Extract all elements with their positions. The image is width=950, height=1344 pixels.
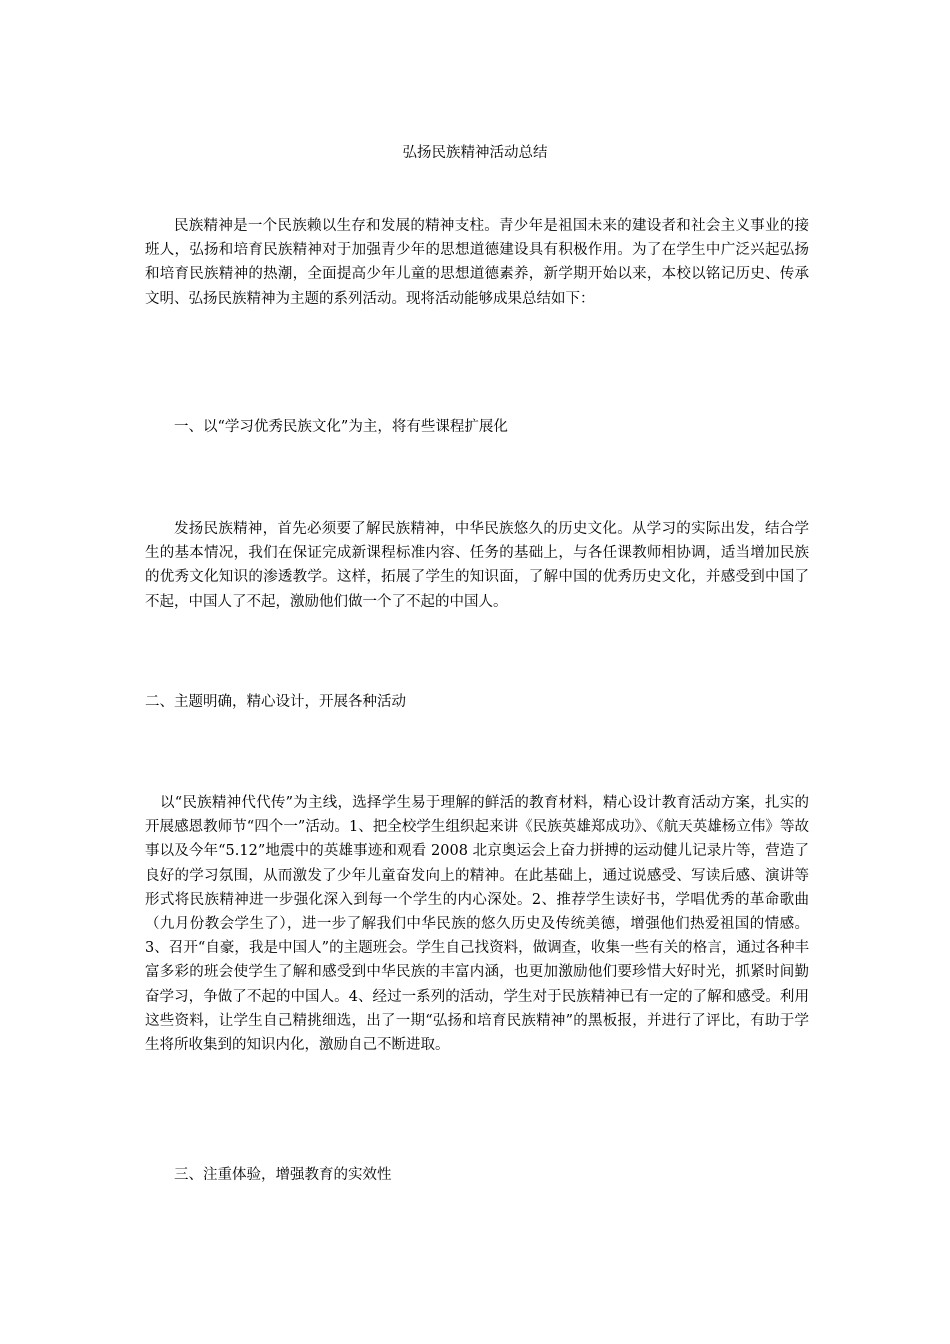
section-1-paragraph: 发扬民族精神，首先必须要了解民族精神，中华民族悠久的历史文化。从学习的实际出发，结合学生的基本情况，我们在保证完成新课程标准内容、任务的基础上，与各任课教师相协调，适当增加民族的优秀文化知识的渗透教学。这样，拓展了学生的知识面，了解中国的优秀历史文化，并感受到中国了不起，中国人了不起，激励他们做一个了不起的中国人。 bbox=[145, 521, 809, 610]
section-1-heading: 一、以“学习优秀民族文化”为主，将有些课程扩展化 bbox=[174, 419, 508, 435]
section-2-paragraph: 以“民族精神代代传”为主线，选择学生易于理解的鲜活的教育材料，精心设计教育活动方案，扎实的开展感恩教师节“四个一”活动。1、把全校学生组织起来讲《民族英雄郑成功》、《航天英雄杨立伟》等故事以及今年“5.12”地震中的英雄事迹和观看 2008 北京奥运会上奋力拼搏的运动健儿记录片等，营造了良好的学习氛围，从而激发了少年儿童奋发向上的精神。在此基础上，通过说感受、写读后感、演讲等形式将民族精神进一步强化深入到每一个学生的内心深处。2、推荐学生读好书，学唱优秀的革命歌曲（九月份教会学生了），进一步了解我们中华民族的悠久历史及传统美德，增强他们热爱祖国的情感。3、召开“自豪，我是中国人”的主题班会。学生自己找资料，做调查，收集一些有关的格言，通过各种丰富多彩的班会使学生了解和感受到中华民族的丰富内涵，也更加激励他们要珍惜大好时光，抓紧时间勤奋学习，争做了不起的中国人。4、经过一系列的活动，学生对于民族精神已有一定的了解和感受。利用这些资料，让学生自己精挑细选，出了一期“弘扬和培育民族精神”的黑板报，并进行了评比，有助于学生将所收集到的知识内化，激励自己不断进取。 bbox=[145, 795, 810, 1054]
intro-paragraph: 民族精神是一个民族赖以生存和发展的精神支柱。青少年是祖国未来的建设者和社会主义事业的接班人，弘扬和培育民族精神对于加强青少年的思想道德建设具有积极作用。为了在学生中广泛兴起弘扬和培育民族精神的热潮，全面提高少年儿童的思想道德素养，新学期开始以来，本校以铭记历史、传承文明、弘扬民族精神为主题的系列活动。现将活动能够成果总结如下： bbox=[145, 218, 809, 307]
section-3-heading: 三、注重体验，增强教育的实效性 bbox=[174, 1167, 392, 1183]
section-2-heading: 二、主题明确，精心设计，开展各种活动 bbox=[145, 694, 406, 710]
document-title: 弘扬民族精神活动总结 bbox=[402, 145, 548, 161]
